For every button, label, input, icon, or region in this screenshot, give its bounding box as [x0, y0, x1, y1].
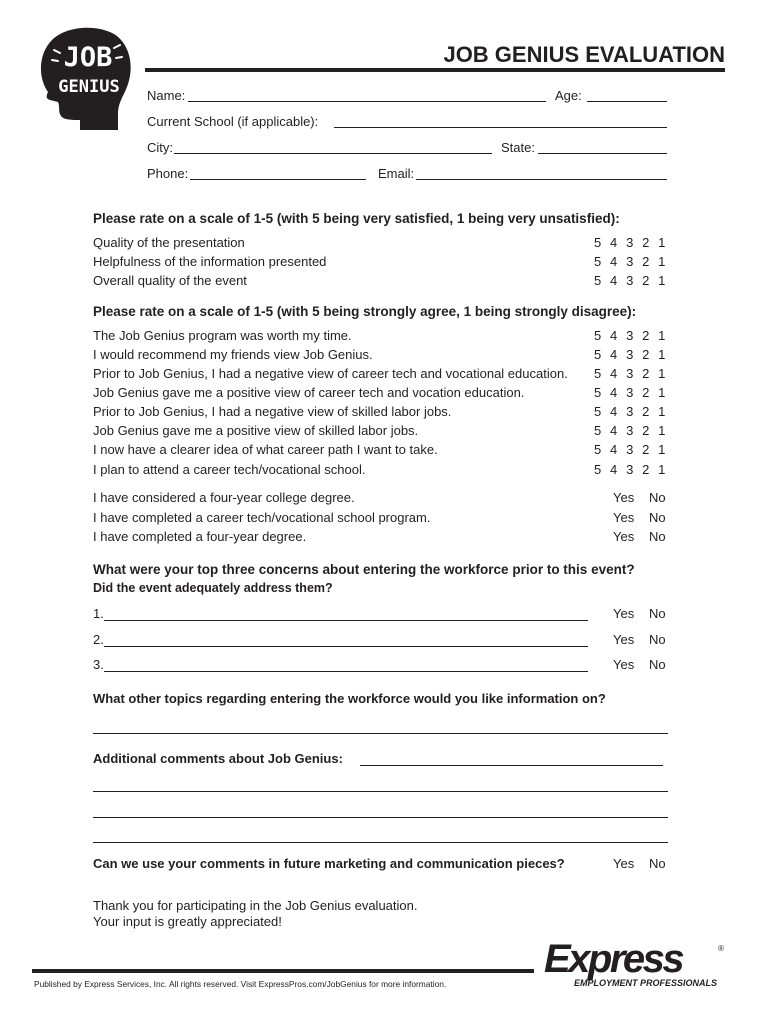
concern-field[interactable] — [104, 671, 588, 672]
yes-no-question: I have completed a career tech/vocational school program. — [93, 510, 431, 525]
rating-scale[interactable]: 5 4 3 2 1 — [594, 462, 668, 477]
no-option[interactable]: No — [649, 657, 666, 672]
rating-scale[interactable]: 5 4 3 2 1 — [594, 235, 668, 250]
age-label: Age: — [555, 88, 582, 103]
concerns-subheading: Did the event adequately address them? — [93, 581, 333, 595]
no-option[interactable]: No — [649, 632, 666, 647]
footer-text: Published by Express Services, Inc. All rights reserved. Visit ExpressPros.com/JobGenius for more information. — [34, 979, 447, 989]
rating-question: Job Genius gave me a positive view of skilled labor jobs. — [93, 423, 419, 438]
comments-field[interactable] — [93, 842, 668, 843]
express-tagline: EMPLOYMENT PROFESSIONALS — [574, 978, 718, 988]
concern-number: 3. — [93, 657, 104, 672]
concern-field[interactable] — [104, 646, 588, 647]
name-field[interactable] — [188, 101, 546, 102]
yes-no-row — [93, 527, 668, 547]
yes-option[interactable]: Yes — [613, 606, 635, 621]
rating-scale[interactable]: 5 4 3 2 1 — [594, 273, 668, 288]
rating-scale[interactable]: 5 4 3 2 1 — [594, 254, 668, 269]
rating-question: Helpfulness of the information presented — [93, 254, 327, 269]
yes-option[interactable]: Yes — [613, 529, 635, 544]
registered-mark: ® — [718, 944, 724, 953]
rating-row — [93, 271, 668, 291]
email-field[interactable] — [416, 179, 667, 180]
rating-row — [93, 345, 668, 365]
no-option[interactable]: No — [649, 490, 666, 505]
rating-scale[interactable]: 5 4 3 2 1 — [594, 328, 668, 343]
rating-question: Quality of the presentation — [93, 235, 245, 250]
satisfaction-heading: Please rate on a scale of 1-5 (with 5 being very satisfied, 1 being very unsatisfied): — [93, 211, 620, 226]
thanks-line-1: Thank you for participating in the Job Genius evaluation. — [93, 898, 418, 913]
age-field[interactable] — [587, 101, 667, 102]
yes-no-question: I have considered a four-year college degree. — [93, 490, 355, 505]
concern-number: 1. — [93, 606, 104, 621]
city-label: City: — [147, 140, 173, 155]
phone-label: Phone: — [147, 166, 189, 181]
rating-question: Overall quality of the event — [93, 273, 247, 288]
rating-row — [93, 421, 668, 441]
footer-rule — [32, 969, 534, 973]
concern-number: 2. — [93, 632, 104, 647]
logo-text-job: JOB — [63, 42, 113, 73]
express-wordmark: Express — [544, 937, 683, 981]
school-field[interactable] — [334, 127, 667, 128]
city-field[interactable] — [174, 153, 492, 154]
yes-no-row — [93, 488, 668, 508]
no-option[interactable]: No — [649, 529, 666, 544]
thanks-line-2: Your input is greatly appreciated! — [93, 914, 282, 929]
topics-heading: What other topics regarding entering the workforce would you like information on? — [93, 691, 606, 706]
comments-field[interactable] — [360, 765, 663, 766]
no-option[interactable]: No — [649, 510, 666, 525]
rating-question: Job Genius gave me a positive view of career tech and vocation education. — [93, 385, 525, 400]
concerns-heading: What were your top three concerns about entering the workforce prior to this event? — [93, 562, 635, 577]
comments-field[interactable] — [93, 791, 668, 792]
rating-scale[interactable]: 5 4 3 2 1 — [594, 347, 668, 362]
comments-field[interactable] — [93, 817, 668, 818]
title-rule — [145, 68, 725, 72]
rating-row — [93, 402, 668, 422]
rating-question: Prior to Job Genius, I had a negative view of skilled labor jobs. — [93, 404, 452, 419]
marketing-question: Can we use your comments in future marketing and communication pieces? — [93, 856, 565, 871]
concern-field[interactable] — [104, 620, 588, 621]
yes-no-row — [93, 508, 668, 528]
school-label: Current School (if applicable): — [147, 114, 319, 129]
yes-option[interactable]: Yes — [613, 510, 635, 525]
phone-field[interactable] — [190, 179, 366, 180]
agreement-heading: Please rate on a scale of 1-5 (with 5 being strongly agree, 1 being strongly disagree): — [93, 304, 637, 319]
rating-scale[interactable]: 5 4 3 2 1 — [594, 404, 668, 419]
logo-text-genius: GENIUS — [58, 77, 120, 97]
rating-question: The Job Genius program was worth my time. — [93, 328, 352, 343]
topics-field[interactable] — [93, 733, 668, 734]
yes-no-question: I have completed a four-year degree. — [93, 529, 307, 544]
name-label: Name: — [147, 88, 186, 103]
express-logo — [544, 937, 730, 992]
email-label: Email: — [378, 166, 415, 181]
no-option[interactable]: No — [649, 606, 666, 621]
rating-row — [93, 326, 668, 346]
rating-row — [93, 383, 668, 403]
rating-row — [93, 252, 668, 272]
rating-scale[interactable]: 5 4 3 2 1 — [594, 385, 668, 400]
yes-option[interactable]: Yes — [613, 856, 635, 871]
rating-question: I plan to attend a career tech/vocational school. — [93, 462, 366, 477]
rating-scale[interactable]: 5 4 3 2 1 — [594, 423, 668, 438]
rating-question: Prior to Job Genius, I had a negative view of career tech and vocational education. — [93, 366, 568, 381]
yes-option[interactable]: Yes — [613, 657, 635, 672]
page-title: JOB GENIUS EVALUATION — [443, 42, 725, 67]
yes-option[interactable]: Yes — [613, 490, 635, 505]
rating-row — [93, 364, 668, 384]
rating-scale[interactable]: 5 4 3 2 1 — [594, 442, 668, 457]
state-label: State: — [501, 140, 535, 155]
no-option[interactable]: No — [649, 856, 666, 871]
rating-row — [93, 440, 668, 460]
rating-row — [93, 460, 668, 480]
rating-question: I now have a clearer idea of what career path I want to take. — [93, 442, 438, 457]
rating-row — [93, 233, 668, 253]
rating-scale[interactable]: 5 4 3 2 1 — [594, 366, 668, 381]
comments-heading: Additional comments about Job Genius: — [93, 751, 343, 766]
state-field[interactable] — [538, 153, 667, 154]
yes-option[interactable]: Yes — [613, 632, 635, 647]
job-genius-logo — [34, 22, 134, 132]
rating-question: I would recommend my friends view Job Genius. — [93, 347, 373, 362]
